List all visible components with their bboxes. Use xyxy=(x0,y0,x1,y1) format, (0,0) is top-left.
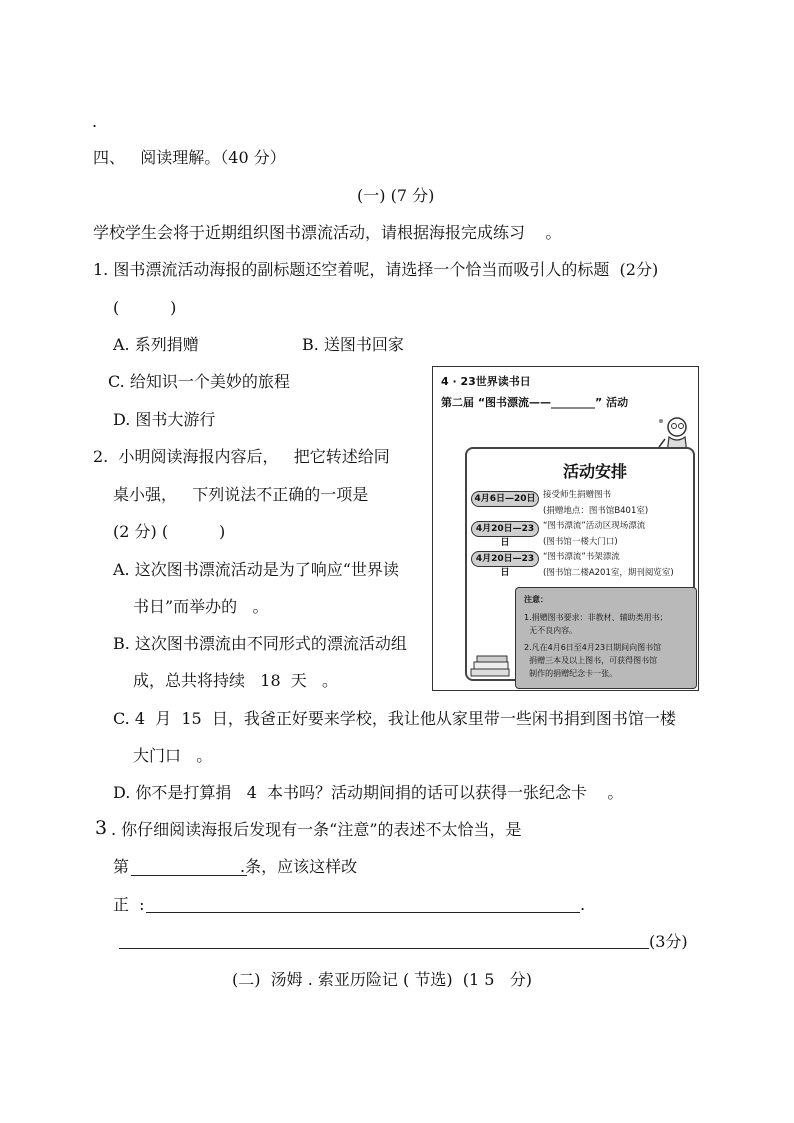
q2-option-c-line1: C. 4 月 15 日，我爸正好要来学校，我让他从家里带一些闲书捐到图书馆一楼 xyxy=(113,709,676,728)
note-box xyxy=(515,587,697,689)
stray-mark: . xyxy=(92,112,98,131)
note-2-line2: 捐赠三本及以上图书，可获得图书馆 xyxy=(524,656,658,665)
schedule-date-2: 4月20日—23日 xyxy=(471,521,539,537)
schedule-date-3: 4月20日—23日 xyxy=(471,551,539,567)
q2-option-a-line2: 书日”而举办的 。 xyxy=(133,597,269,616)
q3-line3-prefix: 正 : xyxy=(113,895,145,914)
q1-option-a: A. 系列捐赠 xyxy=(113,335,199,354)
q3-blank-correction-2[interactable] xyxy=(119,948,649,949)
intro-text: 学校学生会将于近期组织图书漂流活动，请根据海报完成练习 。 xyxy=(93,223,562,242)
q2-stem-line3: (2 分) ( ) xyxy=(113,522,226,541)
q3-line2-suffix: .条，应该这样改 xyxy=(240,857,358,876)
schedule-date-1: 4月6日—20日 xyxy=(471,491,539,507)
q1-stem: 1. 图书漂流活动海报的副标题还空着呢，请选择一个恰当而吸引人的标题 (2分) xyxy=(93,260,659,279)
activity-poster xyxy=(432,366,699,691)
q3-score: (3分) xyxy=(649,932,688,951)
q2-option-b-line2: 成，总共将持续 18 天 。 xyxy=(133,671,339,690)
note-1-line2: 无不良内容。 xyxy=(524,626,578,635)
q1-option-b: B. 送图书回家 xyxy=(302,335,404,354)
q1-option-d: D. 图书大游行 xyxy=(113,410,216,429)
q2-stem-line1: 2. 小明阅读海报内容后， 把它转述给同 xyxy=(93,447,390,466)
section-heading: 四、 阅读理解。（40 分） xyxy=(93,148,286,167)
q2-stem-line2: 桌小强， 下列说法不正确的一项是 xyxy=(113,485,369,504)
q3-stem: . 你仔细阅读海报后发现有一条“注意”的表述不太恰当，是 xyxy=(111,820,522,839)
q1-answer-paren: ( ) xyxy=(113,298,177,317)
q3-line3-end: . xyxy=(580,895,586,914)
part2-title: (二) 汤姆 . 索亚历险记 ( 节选) (1 5 分) xyxy=(232,970,532,989)
q3-blank-correction-1[interactable] xyxy=(146,912,580,913)
note-2-line1: 2.凡在4月6日至4月23日期间向图书馆 xyxy=(524,643,662,652)
schedule-item-1-line2: (捐赠地点：图书馆B401室) xyxy=(543,506,649,516)
q2-option-d: D. 你不是打算捐 4 本书吗？活动期间捐的话可以获得一张纪念卡 。 xyxy=(113,783,624,802)
note-title: 注意： xyxy=(524,595,548,604)
q3-blank-number[interactable] xyxy=(131,875,247,876)
note-2-line3: 制作的捐赠纪念卡一张。 xyxy=(524,669,618,678)
q2-option-c-line2: 大门口 。 xyxy=(133,746,213,765)
schedule-item-1-line1: 接受师生捐赠图书 xyxy=(543,490,612,500)
schedule-item-3-line1: “图书漂流”书架漂流 xyxy=(543,552,620,562)
q1-option-c: C. 给知识一个美妙的旅程 xyxy=(108,372,290,391)
note-1-line1: 1.捐赠图书要求：非教材、辅助类用书； xyxy=(524,613,668,622)
schedule-item-2-line1: “图书漂流”活动区现场漂流 xyxy=(543,521,646,531)
schedule-item-3-line2: (图书馆二楼A201室，期刊阅览室) xyxy=(543,568,674,578)
q3-line2-prefix: 第 xyxy=(113,857,130,876)
poster-line2: 第二届 “图书漂流——________” 活动 xyxy=(441,396,629,409)
q2-option-a-line1: A. 这次图书漂流活动是为了响应“世界读 xyxy=(113,560,399,579)
part1-title: (一) (7 分) xyxy=(357,186,435,205)
schedule-title: 活动安排 xyxy=(563,462,628,481)
schedule-item-2-line2: (图书馆一楼大门口) xyxy=(543,537,618,547)
q3-number: 3 xyxy=(95,817,108,839)
books-icon xyxy=(469,655,513,679)
poster-line1: 4 · 23世界读书日 xyxy=(441,375,531,388)
q2-option-b-line1: B. 这次图书漂流由不同形式的漂流活动组 xyxy=(113,634,407,653)
